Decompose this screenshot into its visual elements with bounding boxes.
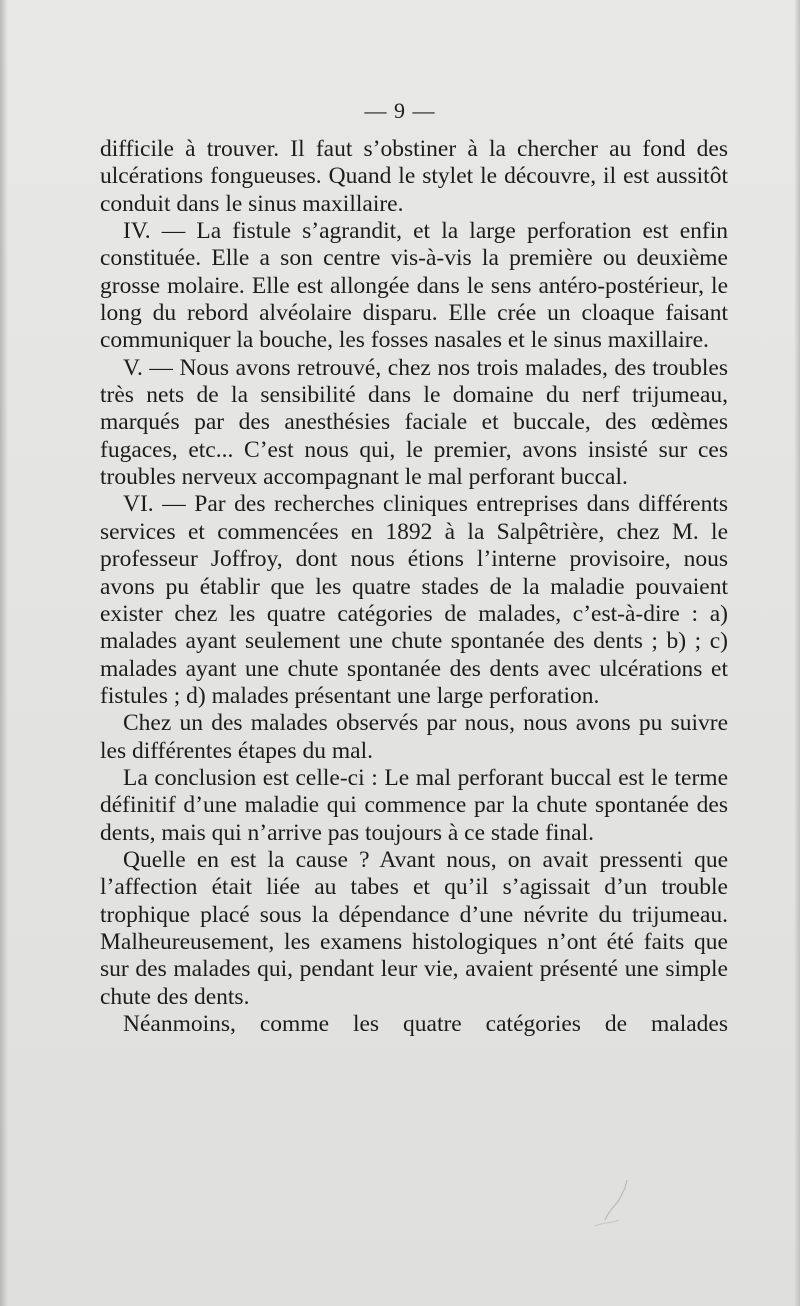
pencil-mark-icon bbox=[585, 1170, 645, 1230]
paragraph-final-line: Néanmoins, comme les quatre catégories de malades bbox=[123, 1011, 728, 1037]
paragraph-section-iv: IV. — La fistule s’agrandit, et la large perforation est enfin constituée. Elle a son centre vis-à-vis la première ou deuxième grosse molaire. Elle est allongée dans le sens antéro-postérieur, le long du rebord alvéolaire disparu. Elle crée un cloaque faisant communiquer la bouche, les fosses nasales et le sinus maxillaire. bbox=[100, 218, 728, 354]
page-left-edge-shadow bbox=[0, 0, 8, 1306]
body-text bbox=[100, 136, 728, 1038]
paragraph-conclusion: La conclusion est celle-ci : Le mal perforant buccal est le terme définitif d’une maladie qui commence par la chute spontanée des dents, mais qui n’arrive pas toujours à ce stade final. bbox=[100, 764, 728, 846]
paragraph-observed-patient: Chez un des malades observés par nous, nous avons pu suivre les différentes étapes du mal. bbox=[100, 710, 728, 764]
paragraph-continuation: difficile à trouver. Il faut s’obstiner à la chercher au fond des ulcérations fongueuses. Quand le stylet le découvre, il est aussitôt conduit dans le sinus maxillaire. bbox=[100, 136, 728, 217]
paragraph-cause: Quelle en est la cause ? Avant nous, on avait pressenti que l’affection était liée au tabes et qu’il s’agissait d’un trouble trophique placé sous la dépendance d’une névrite du trijumeau. Malheureusement, les examens histologiques n’ont été faits que sur des malades qui, pendant leur vie, avaient présenté une simple chute des dents. bbox=[100, 846, 728, 1010]
paragraph-section-vi: VI. — Par des recherches cliniques entreprises dans différents services et commencées en 1892 à la Salpêtrière, chez M. le professeur Joffroy, dont nous étions l’interne provisoire, nous avons pu établir que les quatre stades de la maladie pouvaient exister chez les quatre catégories de malades, c’est-à-dire : a) malades ayant seulement une chute spontanée des dents ; b) ; c) malades ayant une chute spontanée des dents avec ulcérations et fistules ; d) malades présentant une large perforation. bbox=[100, 491, 728, 709]
page-right-edge-shadow bbox=[794, 0, 800, 1306]
paragraph-section-v: V. — Nous avons retrouvé, chez nos trois malades, des troubles très nets de la sensibilité dans le domaine du nerf trijumeau, marqués par des anesthésies faciale et buccale, des œdèmes fugaces, etc... C’est nous qui, le premier, avons insisté sur ces troubles nerveux accompagnant le mal perforant buccal. bbox=[100, 354, 728, 491]
page-number: — 9 — bbox=[364, 98, 436, 123]
